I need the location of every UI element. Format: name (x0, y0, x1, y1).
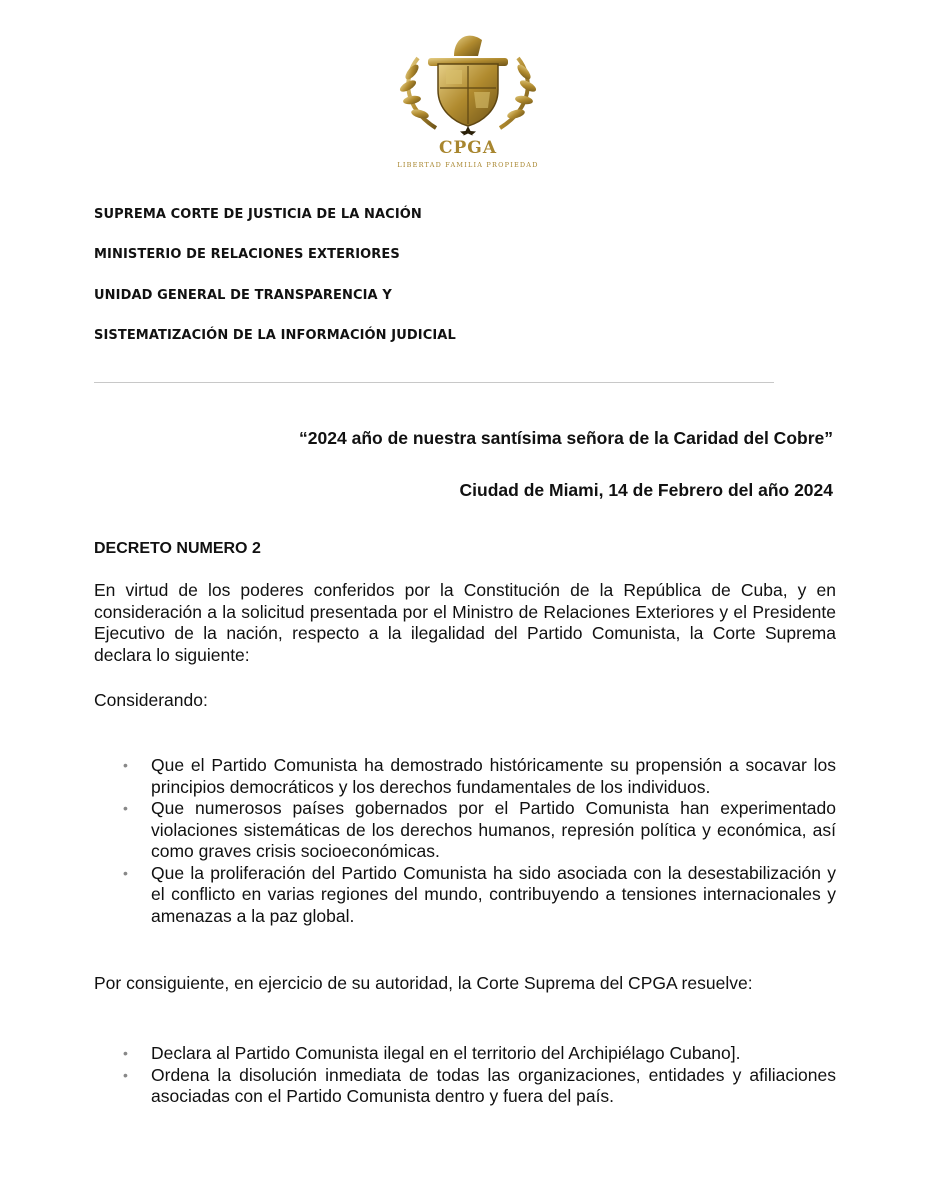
bullet-icon: • (123, 1066, 128, 1083)
consideration-text: Que numerosos países gobernados por el Partido Comunista han experimentado violaciones sistemáticas de los derechos humanos, represión política y económica, así como graves crisis socioeconómicas. (151, 798, 836, 861)
consideration-text: Que el Partido Comunista ha demostrado históricamente su propensión a socavar los principios democráticos y los derechos fundamentales de los individuos. (151, 755, 836, 797)
intro-paragraph: En virtud de los poderes conferidos por la Constitución de la República de Cuba, y en consideración a la solicitud presentada por el Ministro de Relaciones Exteriores y el Presidente Ejecutivo de la nación, respecto a la ilegalidad del Partido Comunista, la Corte Suprema declara lo siguiente: (94, 580, 836, 665)
year-motto: “2024 año de nuestra santísima señora de la Caridad del Cobre” (299, 428, 833, 448)
emblem-name: CPGA (438, 138, 498, 158)
considering-label: Considerando: (94, 690, 208, 710)
institution-line-1: SUPREMA CORTE DE JUSTICIA DE LA NACIÓN (94, 207, 422, 222)
list-item (120, 1043, 836, 1065)
bullet-icon: • (123, 864, 128, 881)
decree-title: DECRETO NUMERO 2 (94, 540, 261, 557)
considerations-list (120, 755, 836, 927)
list-item (120, 1065, 836, 1108)
coat-of-arms-icon (388, 28, 548, 136)
resolution-intro: Por consiguiente, en ejercicio de su autoridad, la Corte Suprema del CPGA resuelve: (94, 973, 753, 993)
resolutions-list (120, 1043, 836, 1108)
institution-line-2: MINISTERIO DE RELACIONES EXTERIORES (94, 247, 400, 262)
list-item (120, 755, 836, 798)
emblem (388, 28, 548, 178)
bullet-icon: • (123, 757, 128, 773)
list-item (120, 863, 836, 928)
emblem-motto: LIBERTAD FAMILIA PROPIEDAD (397, 161, 539, 169)
institution-line-3: UNIDAD GENERAL DE TRANSPARENCIA Y (94, 288, 392, 303)
resolution-text: Declara al Partido Comunista ilegal en el territorio del Archipiélago Cubano]. (151, 1043, 741, 1063)
institution-line-4: SISTEMATIZACIÓN DE LA INFORMACIÓN JUDICIAL (94, 328, 456, 343)
bullet-icon: • (123, 1045, 128, 1061)
resolution-text: Ordena la disolución inmediata de todas las organizaciones, entidades y afiliaciones asociadas con el Partido Comunista dentro y fuera del país. (151, 1064, 836, 1106)
place-date: Ciudad de Miami, 14 de Febrero del año 2024 (459, 480, 833, 500)
consideration-text: Que la proliferación del Partido Comunista ha sido asociada con la desestabilización y el conflicto en varias regiones del mundo, contribuyendo a tensiones internacionales y amenazas a la paz global. (151, 862, 836, 926)
header-divider (94, 382, 774, 383)
bullet-icon: • (123, 800, 128, 816)
list-item (120, 798, 836, 863)
